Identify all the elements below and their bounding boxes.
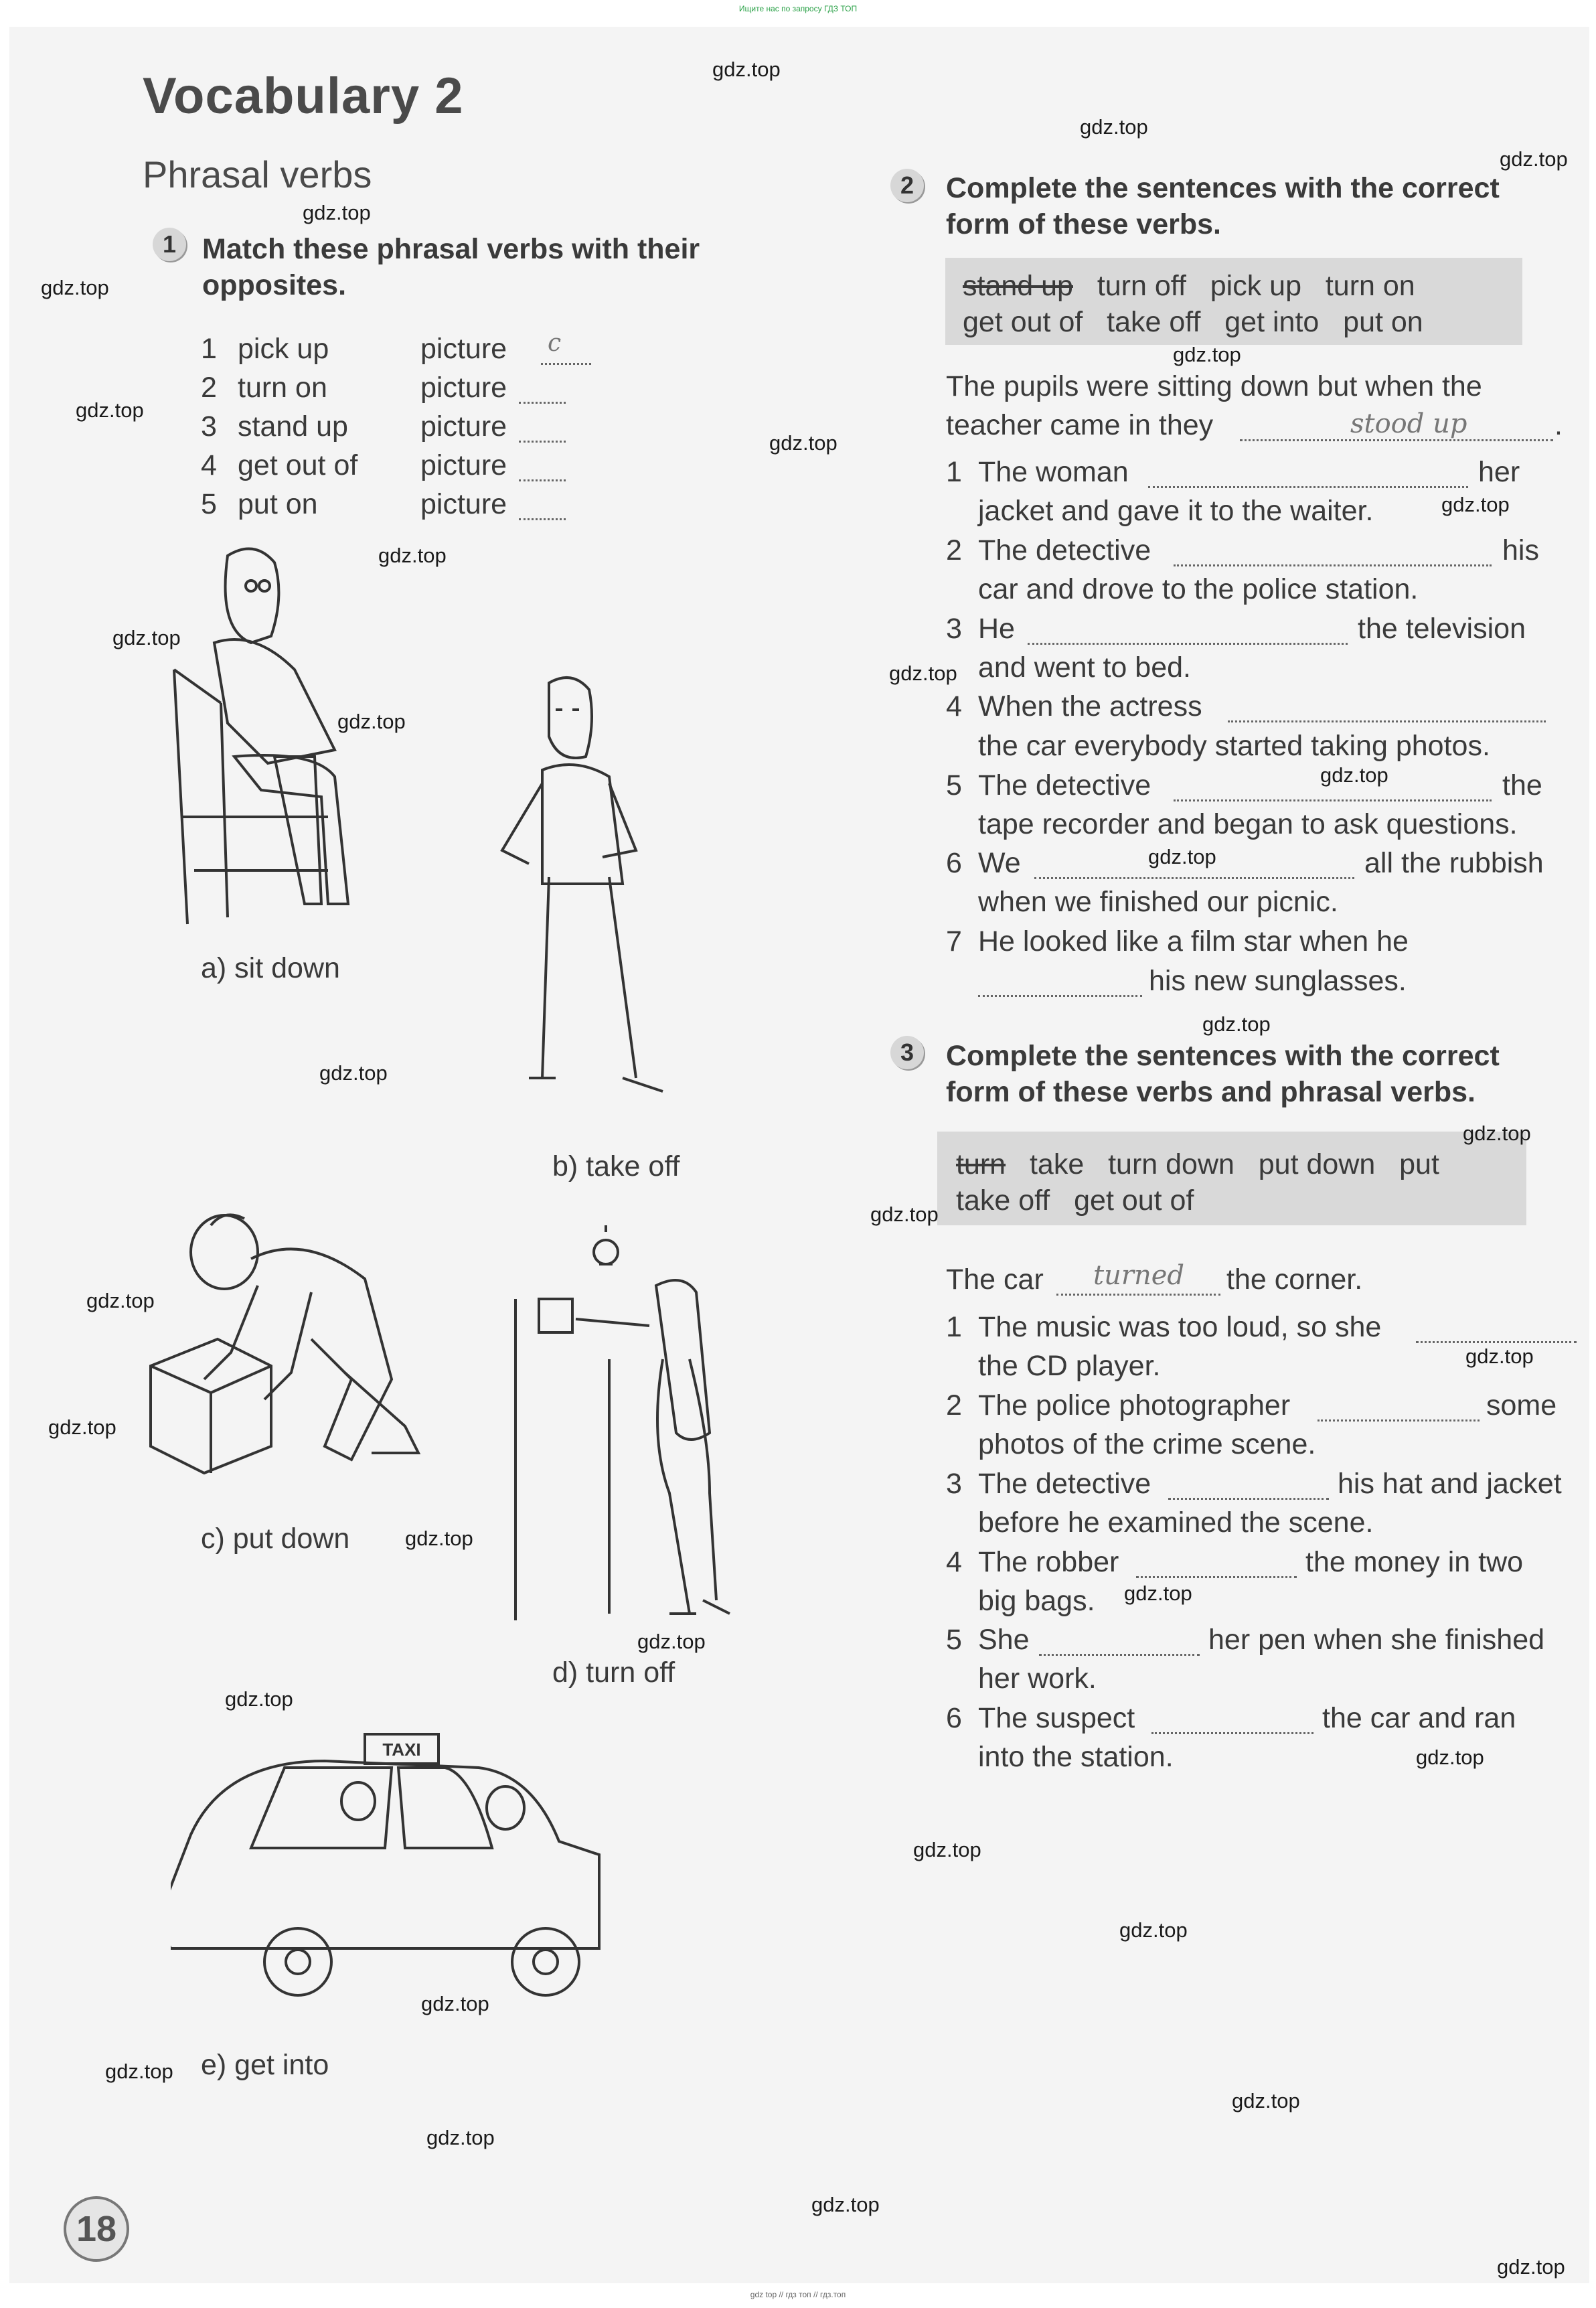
- caption-d: d) turn off: [552, 1657, 675, 1689]
- ex3-s2-number: 2: [946, 1389, 962, 1421]
- watermark: gdz.top: [1173, 343, 1241, 366]
- ex2-box-word: put on: [1343, 306, 1423, 338]
- watermark: gdz.top: [637, 1630, 706, 1653]
- watermark: gdz.top: [1441, 493, 1510, 516]
- ex3-s4-text: The robber: [978, 1546, 1119, 1578]
- watermark: gdz.top: [1500, 147, 1568, 171]
- watermark: gdz.top: [1124, 1582, 1192, 1605]
- watermark: gdz.top: [889, 662, 957, 685]
- watermark: gdz.top: [1080, 115, 1148, 139]
- watermark: gdz.top: [421, 1992, 489, 2015]
- watermark: gdz.top: [225, 1687, 293, 1711]
- watermark: gdz.top: [1465, 1344, 1534, 1368]
- exercise-2-instruction-line1: Complete the sentences with the correct: [946, 172, 1500, 204]
- watermark: gdz.top: [811, 2193, 880, 2216]
- ex3-s6-text-after: the car and ran: [1322, 1702, 1516, 1734]
- ex1-word-2: picture: [420, 372, 507, 404]
- ex1-answer-1: c: [548, 329, 562, 357]
- ex3-box-word: take off: [956, 1184, 1050, 1217]
- ex3-s1-continuation: the CD player.: [978, 1350, 1161, 1382]
- ex1-item-1: [201, 329, 217, 368]
- ex2-s4-blank[interactable]: [1228, 687, 1546, 722]
- ex3-s3-number: 3: [946, 1468, 962, 1500]
- ex1-answer-blank-1[interactable]: [541, 329, 591, 365]
- watermark: gdz.top: [405, 1527, 473, 1550]
- watermark: gdz.top: [1463, 1122, 1531, 1145]
- watermark: gdz.top: [1497, 2255, 1565, 2279]
- ex2-s5-text-after: the: [1502, 769, 1542, 801]
- ex1-word-1: picture: [420, 333, 507, 365]
- ex1-item-5: 5: [201, 488, 217, 520]
- ex2-s1-text: The woman: [978, 456, 1129, 488]
- ex2-s1-text-after: her: [1478, 456, 1520, 488]
- ex2-s1-blank[interactable]: [1148, 453, 1468, 488]
- ex1-item-2: 2: [201, 372, 217, 404]
- ex1-answer-blank-2[interactable]: [519, 368, 566, 404]
- ex3-s6-blank[interactable]: [1151, 1699, 1313, 1734]
- watermark: gdz.top: [86, 1289, 155, 1312]
- ex3-s1-text: The music was too loud, so she: [978, 1311, 1382, 1343]
- watermark: gdz.top: [1202, 1012, 1271, 1036]
- ex2-s6-continuation: when we finished our picnic.: [978, 886, 1338, 918]
- ex1-answer-blank-5[interactable]: [519, 485, 566, 520]
- ex3-s2-text: The police photographer: [978, 1389, 1291, 1421]
- ex1-word-3: picture: [420, 410, 507, 443]
- watermark: gdz.top: [337, 710, 406, 733]
- man-putting-down-box-illustration: [144, 1205, 445, 1500]
- ex2-s7-number: 7: [946, 925, 962, 957]
- ex2-s6-text: We: [978, 847, 1021, 879]
- watermark: gdz.top: [48, 1415, 116, 1439]
- taxi-illustration: [171, 1721, 639, 2015]
- watermark: gdz.top: [1148, 845, 1216, 868]
- taxi-sign-text: TAXI: [382, 1740, 421, 1760]
- ex2-s2-blank[interactable]: [1174, 531, 1492, 566]
- ex3-box-word: put: [1399, 1148, 1439, 1180]
- watermark: gdz.top: [870, 1203, 939, 1226]
- ex2-example-pre: teacher came in they: [946, 409, 1214, 441]
- ex2-s7-continuation: his new sunglasses.: [1149, 965, 1407, 997]
- watermark: gdz.top: [1416, 1746, 1484, 1769]
- ex2-s2-text-after: his: [1502, 534, 1539, 566]
- ex2-s5-continuation: tape recorder and began to ask questions.: [978, 808, 1518, 840]
- ex2-example-line1: The pupils were sitting down but when the: [946, 370, 1482, 402]
- ex3-s4-number: 4: [946, 1546, 962, 1578]
- ex1-item-3: 3: [201, 410, 217, 443]
- ex2-example-answer: stood up: [1350, 408, 1467, 439]
- ex3-box-word: get out of: [1074, 1184, 1194, 1217]
- ex2-s6-number: 6: [946, 847, 962, 879]
- ex3-box-word: turn: [956, 1148, 1006, 1180]
- watermark: gdz.top: [41, 276, 109, 299]
- page-title: Vocabulary 2: [143, 68, 464, 125]
- ex2-s3-text-after: the television: [1358, 613, 1526, 645]
- section-subtitle: Phrasal verbs: [143, 153, 372, 196]
- ex1-word-5: picture: [420, 488, 507, 520]
- watermark: gdz.top: [105, 2060, 173, 2083]
- ex3-s2-continuation: photos of the crime scene.: [978, 1428, 1316, 1460]
- woman-turning-off-light-illustration: [502, 1225, 783, 1627]
- ex3-example-post: the corner.: [1226, 1263, 1363, 1296]
- ex3-s2-blank[interactable]: [1318, 1386, 1480, 1421]
- exercise-2-instruction-line2: form of these verbs.: [946, 208, 1221, 240]
- ex2-s3-continuation: and went to bed.: [978, 651, 1191, 684]
- ex3-s5-number: 5: [946, 1624, 962, 1656]
- ex3-word-box-line2: [956, 1182, 1194, 1219]
- caption-b: b) take off: [552, 1150, 680, 1182]
- ex2-s4-continuation: the car everybody started taking photos.: [978, 730, 1490, 762]
- exercise-1-instruction-line2: opposites.: [202, 269, 347, 301]
- ex2-s4-text: When the actress: [978, 690, 1202, 722]
- watermark: gdz.top: [1119, 1918, 1188, 1942]
- watermark: gdz.top: [769, 431, 837, 455]
- sitting-woman-illustration: [141, 536, 422, 951]
- ex1-verb-2: turn on: [238, 372, 327, 404]
- ex2-box-word: take off: [1107, 306, 1201, 338]
- ex1-word-4: picture: [420, 449, 507, 481]
- watermark: gdz.top: [712, 58, 781, 81]
- ex2-box-word: turn on: [1325, 270, 1415, 302]
- exercise-1-number: 1: [153, 228, 186, 261]
- ex2-s2-continuation: car and drove to the police station.: [978, 573, 1419, 605]
- exercise-3-instruction-line2: form of these verbs and phrasal verbs.: [946, 1076, 1475, 1108]
- watermark: gdz.top: [1320, 763, 1388, 787]
- ex3-example-pre: The car: [946, 1263, 1044, 1296]
- watermark: gdz.top: [319, 1061, 388, 1085]
- ex2-box-word: get out of: [963, 306, 1083, 338]
- ex3-box-word: take: [1029, 1148, 1085, 1180]
- ex3-example-blank[interactable]: [1056, 1260, 1220, 1296]
- caption-e: e) get into: [201, 2049, 329, 2081]
- ex3-s6-text: The suspect: [978, 1702, 1135, 1734]
- ex2-word-box-line2: [963, 304, 1423, 340]
- exercise-2-number: 2: [890, 169, 924, 202]
- ex2-s1-number: 1: [946, 456, 962, 488]
- top-note: Ищите нас по запросу ГДЗ ТОП: [738, 4, 858, 13]
- ex3-s6-number: 6: [946, 1702, 962, 1734]
- ex3-s5-text-after: her pen when she finished: [1208, 1624, 1545, 1656]
- watermark: gdz.top: [913, 1838, 981, 1861]
- ex3-s3-blank[interactable]: [1168, 1464, 1329, 1500]
- exercise-3-number: 3: [890, 1036, 924, 1069]
- ex3-example-answer: turned: [1093, 1260, 1184, 1291]
- ex2-s3-text: He: [978, 613, 1015, 645]
- ex2-s4-number: 4: [946, 690, 962, 722]
- ex1-verb-1: pick up: [238, 333, 329, 365]
- ex3-s3-continuation: before he examined the scene.: [978, 1507, 1374, 1539]
- watermark: gdz.top: [1232, 2089, 1300, 2112]
- page-number: 18: [64, 2196, 129, 2262]
- ex2-s1-continuation: jacket and gave it to the waiter.: [978, 495, 1374, 527]
- ex3-s3-text: The detective: [978, 1468, 1151, 1500]
- exercise-1-instruction-line1: Match these phrasal verbs with their: [202, 233, 700, 265]
- ex3-s6-continuation: into the station.: [978, 1741, 1174, 1773]
- ex3-s5-text: She: [978, 1624, 1030, 1656]
- ex2-example-blank[interactable]: [1240, 406, 1553, 441]
- item-number: 1: [201, 333, 217, 365]
- watermark: gdz.top: [303, 201, 371, 224]
- ex1-answer-blank-4[interactable]: [519, 446, 566, 481]
- watermark: gdz.top: [76, 398, 144, 422]
- ex3-s2-text-after: some: [1486, 1389, 1557, 1421]
- watermark: gdz.top: [112, 626, 181, 649]
- caption-c: c) put down: [201, 1523, 350, 1555]
- ex3-s4-blank[interactable]: [1136, 1543, 1297, 1578]
- ex3-s5-blank[interactable]: [1039, 1620, 1200, 1656]
- ex2-box-word: get into: [1224, 306, 1320, 338]
- ex3-s4-continuation: big bags.: [978, 1585, 1095, 1617]
- bottom-note: gdz top // гдз топ // гдз.топ: [750, 2290, 846, 2299]
- ex2-s2-text: The detective: [978, 534, 1151, 566]
- ex2-box-word: stand up: [963, 270, 1073, 302]
- ex2-s7-blank[interactable]: [978, 961, 1142, 997]
- caption-a: a) sit down: [201, 952, 340, 984]
- exercise-3-instruction-line1: Complete the sentences with the correct: [946, 1040, 1500, 1072]
- ex2-s3-blank[interactable]: [1028, 609, 1348, 645]
- ex2-s5-number: 5: [946, 769, 962, 801]
- ex2-s6-text-after: all the rubbish: [1364, 847, 1544, 879]
- ex2-s7-text: He looked like a film star when he: [978, 925, 1409, 957]
- ex1-verb-3: stand up: [238, 410, 348, 443]
- watermark: gdz.top: [378, 544, 447, 567]
- ex2-box-word: turn off: [1097, 270, 1186, 302]
- watermark: gdz.top: [426, 2126, 495, 2149]
- ex1-verb-5: put on: [238, 488, 318, 520]
- ex1-verb-4: get out of: [238, 449, 358, 481]
- ex3-s3-text-after: his hat and jacket: [1338, 1468, 1562, 1500]
- standing-woman-illustration: [469, 670, 736, 1111]
- ex2-s5-text: The detective: [978, 769, 1151, 801]
- ex3-word-box-line1: [956, 1146, 1439, 1182]
- ex2-s2-number: 2: [946, 534, 962, 566]
- ex2-box-word: pick up: [1210, 270, 1301, 302]
- ex3-s1-blank[interactable]: [1416, 1308, 1577, 1343]
- ex3-s4-text-after: the money in two: [1305, 1546, 1524, 1578]
- ex2-word-box-line1: [963, 268, 1415, 304]
- ex1-item-4: 4: [201, 449, 217, 481]
- ex3-s5-continuation: her work.: [978, 1663, 1097, 1695]
- ex3-box-word: put down: [1258, 1148, 1376, 1180]
- ex2-s3-number: 3: [946, 613, 962, 645]
- ex3-box-word: turn down: [1108, 1148, 1234, 1180]
- ex2-example-post: .: [1554, 409, 1563, 441]
- ex1-answer-blank-3[interactable]: [519, 407, 566, 443]
- ex3-s1-number: 1: [946, 1311, 962, 1343]
